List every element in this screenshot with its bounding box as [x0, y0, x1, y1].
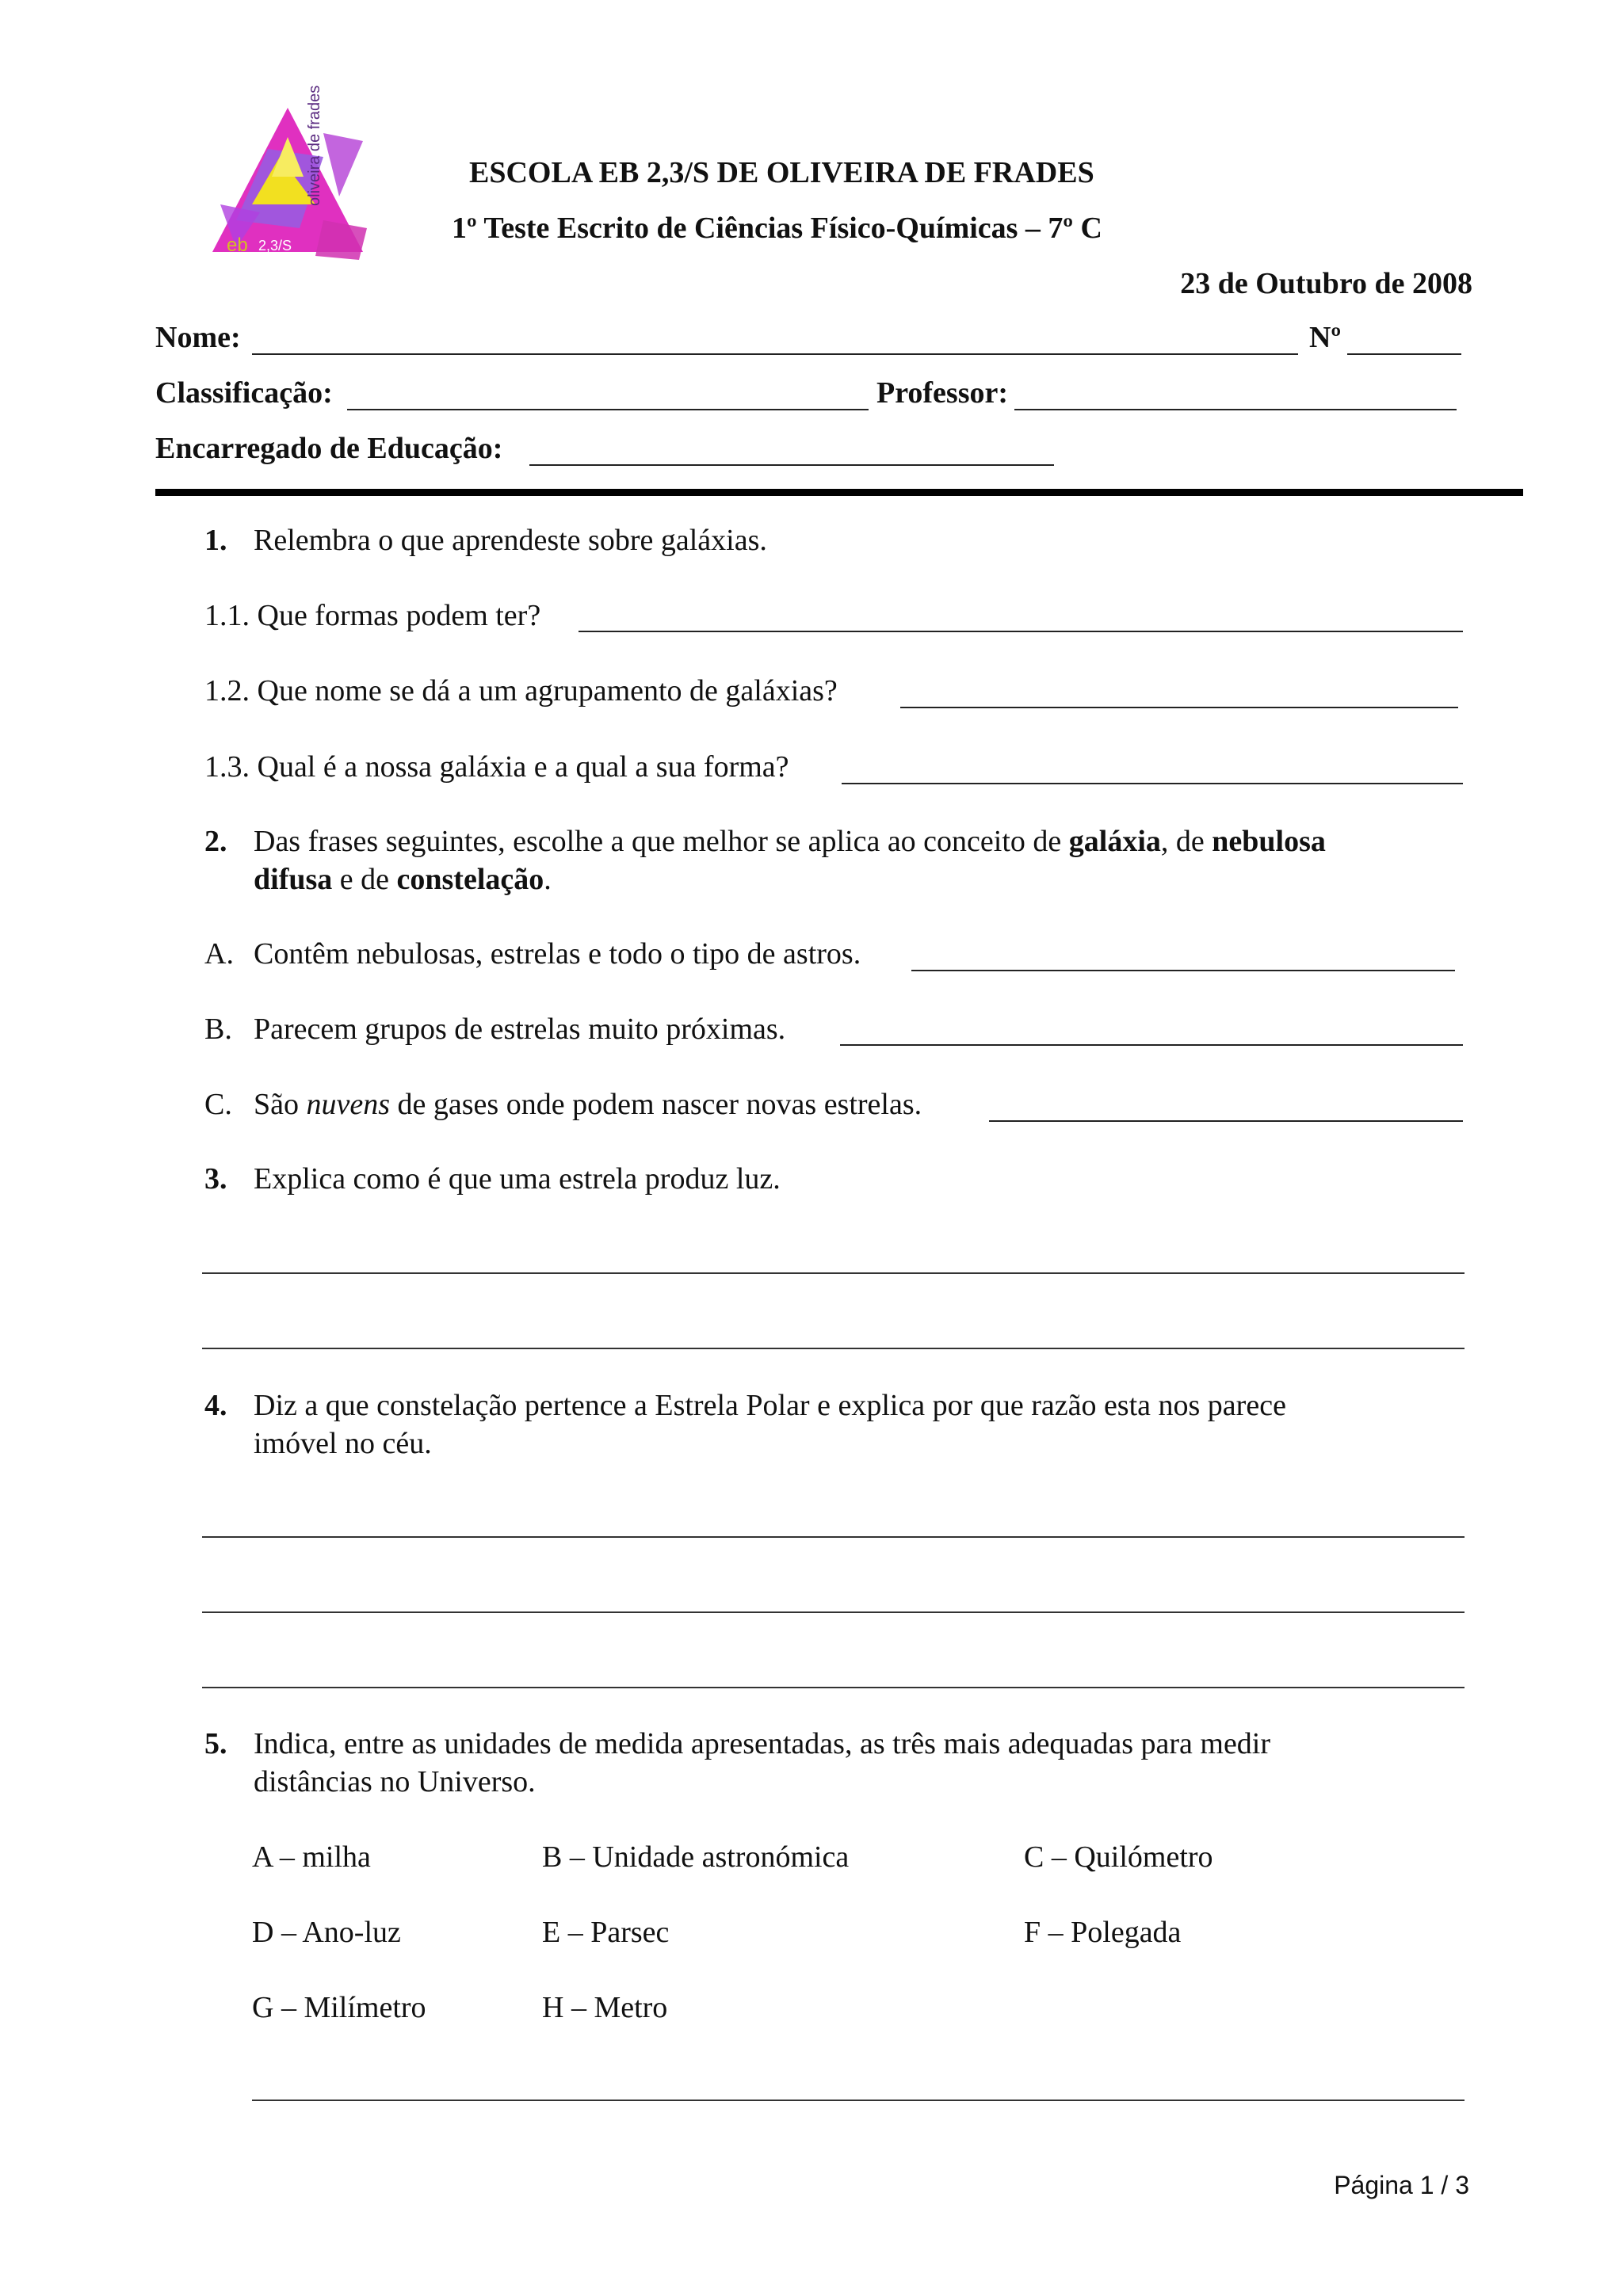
classificacao-label: Classificação: — [155, 376, 333, 410]
answer-line-4c[interactable] — [202, 1687, 1465, 1688]
answer-line-5[interactable] — [252, 2100, 1465, 2101]
item-italic: nuvens — [306, 1088, 391, 1121]
question-number: 1. — [204, 524, 227, 557]
question-1-2 — [204, 672, 838, 710]
item-2c — [204, 1085, 922, 1123]
question-text: , de — [1160, 825, 1205, 858]
question-text: Explica como é que uma estrela produz luz. — [254, 1162, 781, 1196]
question-5 — [204, 1725, 1270, 1763]
question-3 — [204, 1160, 781, 1198]
question-number: 2. — [204, 825, 227, 858]
school-logo — [204, 85, 371, 264]
logo-grade-text: 2,3/S — [258, 238, 292, 254]
numero-field[interactable] — [1347, 353, 1461, 355]
question-text: Que nome se dá a um agrupamento de galáxias? — [257, 674, 838, 707]
professor-label: Professor: — [876, 376, 1009, 410]
professor-field[interactable] — [1014, 409, 1457, 410]
question-text: Relembra o que aprendeste sobre galáxias. — [254, 524, 767, 557]
question-1 — [204, 521, 767, 559]
question-5-line2: distâncias no Universo. — [254, 1765, 536, 1798]
question-number: 1.3. — [204, 750, 250, 784]
encarregado-label: Encarregado de Educação: — [155, 432, 503, 465]
test-date: 23 de Outubro de 2008 — [1180, 267, 1472, 300]
answer-line-2a[interactable] — [911, 970, 1455, 971]
item-text: Contêm nebulosas, estrelas e todo o tipo de astros. — [254, 937, 861, 971]
option-a: A – milha — [252, 1840, 371, 1874]
answer-line-1-1[interactable] — [579, 631, 1463, 632]
question-text: e de — [339, 863, 390, 896]
header-divider — [155, 489, 1523, 496]
question-4 — [204, 1386, 1286, 1425]
question-number: 4. — [204, 1389, 227, 1422]
question-2-line2 — [254, 860, 552, 898]
question-4-line2: imóvel no céu. — [254, 1427, 432, 1460]
option-e: E – Parsec — [542, 1916, 670, 1949]
item-letter: C. — [204, 1088, 232, 1121]
question-1-1 — [204, 597, 540, 635]
question-text: Que formas podem ter? — [257, 599, 541, 632]
term-nebulosa: nebulosa — [1212, 825, 1326, 858]
nome-label: Nome: — [155, 321, 241, 354]
option-h: H – Metro — [542, 1991, 668, 2024]
question-1-3 — [204, 748, 789, 786]
item-text: Parecem grupos de estrelas muito próximas. — [254, 1013, 786, 1046]
option-b: B – Unidade astronómica — [542, 1840, 850, 1874]
question-text: . — [544, 863, 552, 896]
test-title: 1º Teste Escrito de Ciências Físico-Químicas – 7º C — [452, 212, 1102, 245]
option-f: F – Polegada — [1024, 1916, 1182, 1949]
school-name: ESCOLA EB 2,3/S DE OLIVEIRA DE FRADES — [469, 156, 1094, 189]
page-number: Página 1 / 3 — [1334, 2171, 1469, 2199]
question-number: 1.1. — [204, 599, 250, 632]
answer-line-4a[interactable] — [202, 1536, 1465, 1538]
item-2b — [204, 1010, 785, 1048]
question-2 — [204, 822, 1326, 860]
question-number: 1.2. — [204, 674, 250, 707]
answer-line-3b[interactable] — [202, 1348, 1465, 1349]
numero-label: Nº — [1309, 321, 1341, 354]
answer-line-1-3[interactable] — [842, 783, 1463, 784]
answer-line-2c[interactable] — [989, 1120, 1463, 1122]
answer-line-1-2[interactable] — [900, 707, 1458, 708]
classificacao-field[interactable] — [347, 409, 869, 410]
question-number: 3. — [204, 1162, 227, 1196]
option-d: D – Ano-luz — [252, 1916, 401, 1949]
answer-line-2b[interactable] — [840, 1044, 1463, 1046]
question-text: Qual é a nossa galáxia e a qual a sua forma? — [257, 750, 789, 784]
question-number: 5. — [204, 1727, 227, 1760]
nome-field[interactable] — [252, 353, 1298, 355]
term-difusa: difusa — [254, 863, 333, 896]
item-text: São — [254, 1088, 299, 1121]
question-text: Indica, entre as unidades de medida apresentadas, as três mais adequadas para medir — [254, 1727, 1271, 1760]
term-constelacao: constelação — [396, 863, 544, 896]
item-2a — [204, 935, 861, 973]
item-letter: B. — [204, 1013, 232, 1046]
encarregado-field[interactable] — [529, 464, 1054, 466]
question-text: Das frases seguintes, escolhe a que melhor se aplica ao conceito de — [254, 825, 1062, 858]
question-text: Diz a que constelação pertence a Estrela Polar e explica por que razão esta nos parece — [254, 1389, 1286, 1422]
answer-line-4b[interactable] — [202, 1611, 1465, 1613]
option-g: G – Milímetro — [252, 1991, 426, 2024]
logo-eb-text: eb — [227, 235, 248, 256]
answer-line-3a[interactable] — [202, 1272, 1465, 1274]
item-text: de gases onde podem nascer novas estrelas. — [397, 1088, 922, 1121]
option-c: C – Quilómetro — [1024, 1840, 1213, 1874]
logo-side-text: oliveira de frades — [306, 85, 323, 206]
term-galaxia: galáxia — [1068, 825, 1161, 858]
item-letter: A. — [204, 937, 234, 971]
